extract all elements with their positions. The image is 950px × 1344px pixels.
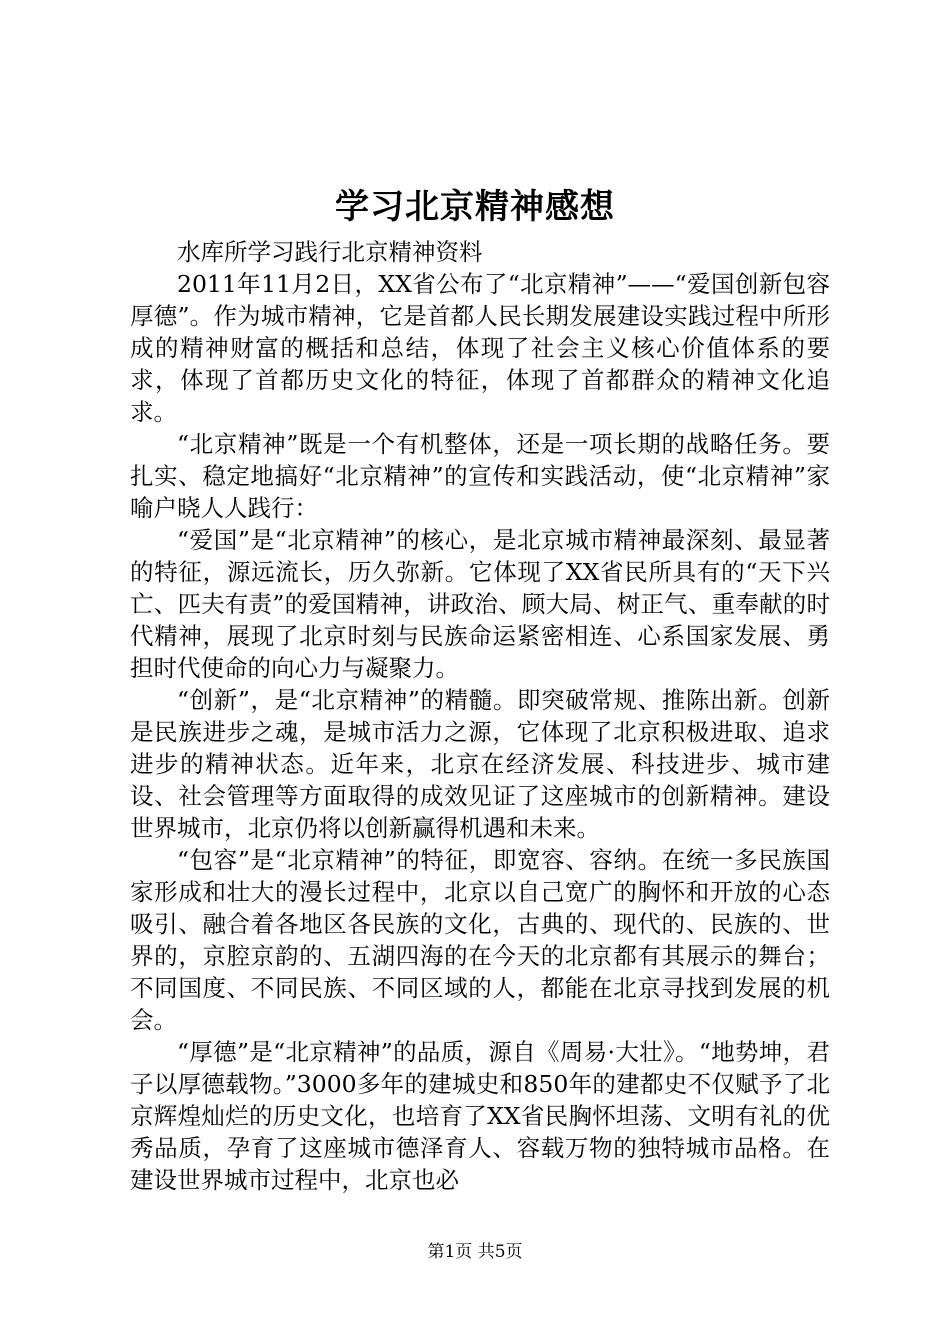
paragraph: “爱国”是“北京精神”的核心，是北京城市精神最深刻、最显著的特征，源远流长，历久弥新。它体现了XX省民所具有的“天下兴亡、匹夫有责”的爱国精神，讲政治、顾大局、树正气、重奉献的时代精神，展现了北京时刻与民族命运紧密相连、心系国家发展、勇担时代使命的向心力与凝聚力。 xyxy=(130,526,830,682)
page-number: 第1页 共5页 xyxy=(427,1242,523,1262)
paragraph: “包容”是“北京精神”的特征，即宽容、容纳。在统一多民族国家形成和壮大的漫长过程中，北京以自己宽广的胸怀和开放的心态吸引、融合着各地区各民族的文化，古典的、现代的、民族的、世界的，京腔京韵的、五湖四海的在今天的北京都有其展示的舞台；不同国度、不同民族、不同区域的人，都能在北京寻找到发展的机会。 xyxy=(130,846,830,1034)
document-title: 学习北京精神感想 xyxy=(335,187,615,227)
paragraph: “北京精神”既是一个有机整体，还是一项长期的战略任务。要扎实、稳定地搞好“北京精神”的宣传和实践活动，使“北京精神”家喻户晓人人践行： xyxy=(130,430,830,522)
paragraph: “厚德”是“北京精神”的品质，源自《周易·大壮》。“地势坤，君子以厚德载物。”3000多年的建城史和850年的建都史不仅赋予了北京辉煌灿烂的历史文化，也培育了XX省民胸怀坦荡、文明有礼的优秀品质，孕育了这座城市德泽育人、容载万物的独特城市品格。在建设世界城市过程中，北京也必 xyxy=(130,1038,830,1194)
document-body xyxy=(130,236,830,1196)
paragraph: “创新”，是“北京精神”的精髓。即突破常规、推陈出新。创新是民族进步之魂，是城市活力之源，它体现了北京积极进取、追求进步的精神状态。近年来，北京在经济发展、科技进步、城市建设、社会管理等方面取得的成效见证了这座城市的创新精神。建设世界城市，北京仍将以创新赢得机遇和未来。 xyxy=(130,686,830,842)
paragraph-subtitle: 水库所学习践行北京精神资料 xyxy=(177,238,483,266)
paragraph: 2011年11月2日，XX省公布了“北京精神”——“爱国创新包容厚德”。作为城市精神，它是首都人民长期发展建设实践过程中所形成的精神财富的概括和总结，体现了社会主义核心价值体系的要求，体现了首都历史文化的特征，体现了首都群众的精神文化追求。 xyxy=(130,270,830,426)
